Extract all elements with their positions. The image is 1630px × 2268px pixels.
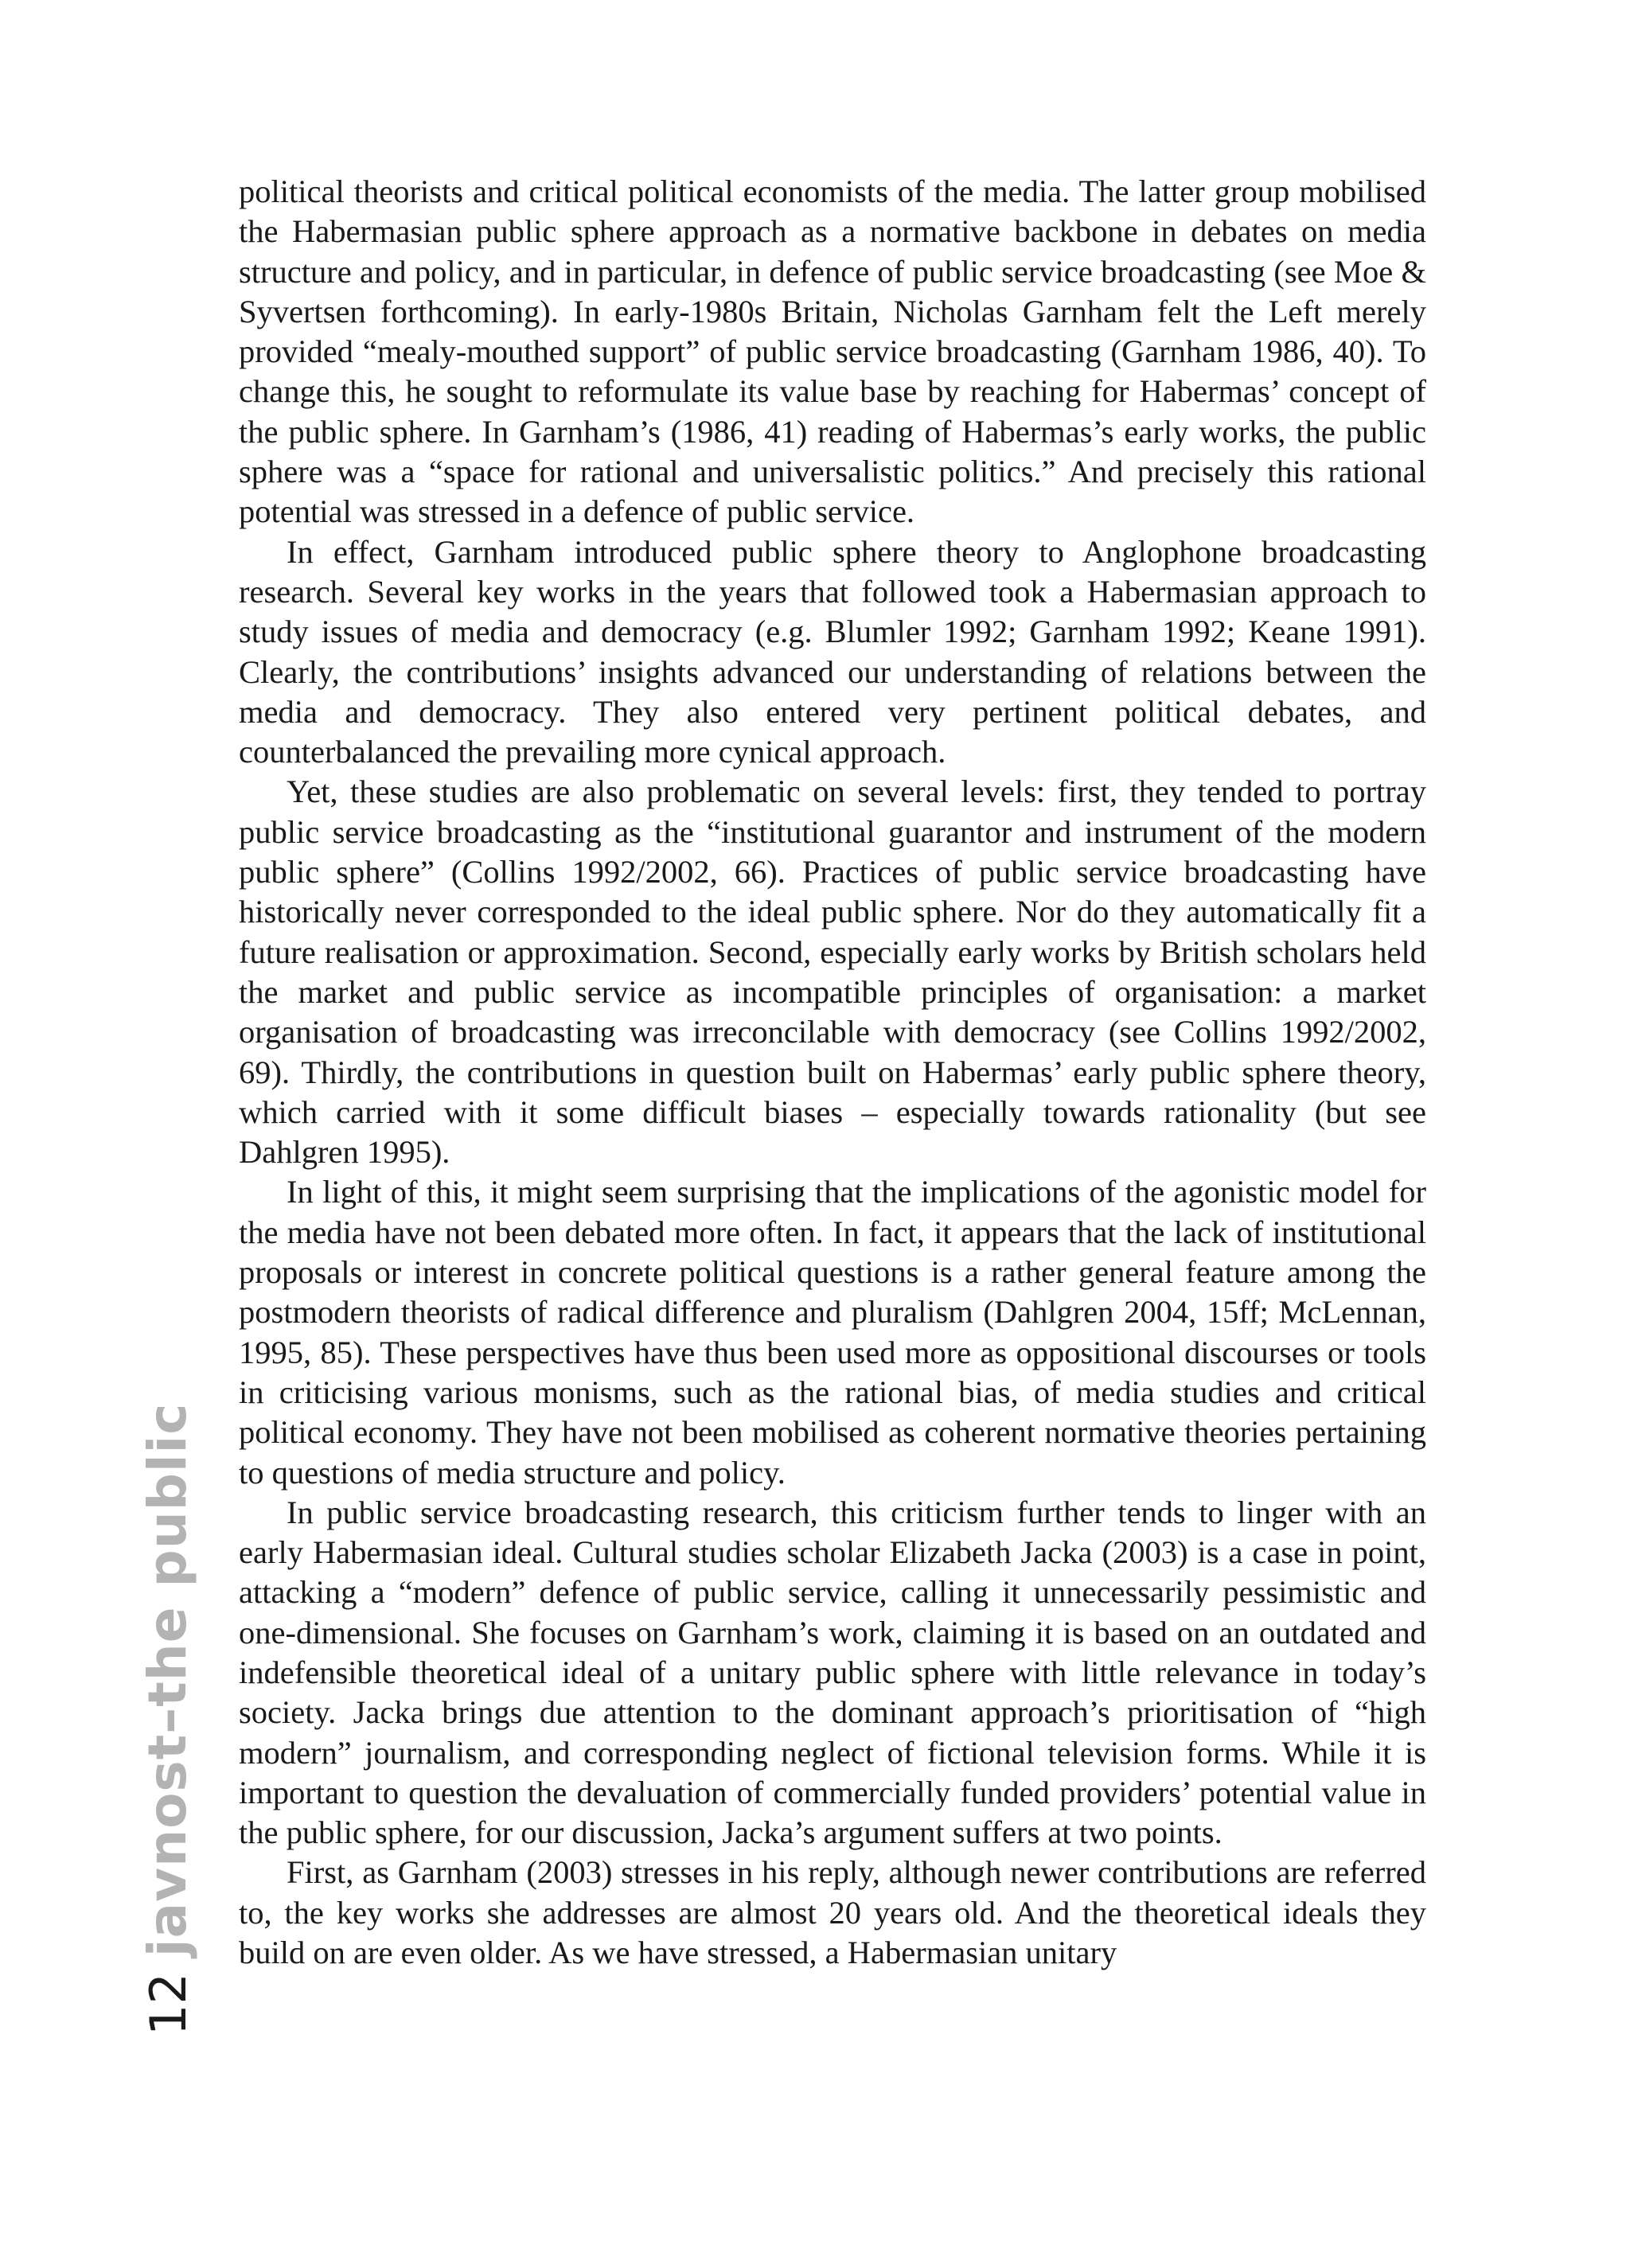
paragraph-continuation: political theorists and critical political economists of the media. The latter group mobilised the Habermasian public sphere approach as a normative backbone in debates on media structure and policy, and in particular, in defence of public service broadcasting (see Moe & Syvertsen forthcoming). In early-1980s Britain, Nicholas Garnham felt the Left merely provided “mealy-mouthed support” of public service broadcasting (Garnham 1986, 40). To change this, he sought to reformulate its value base by reaching for Habermas’ concept of the public sphere. In Garnham’s (1986, 41) reading of Habermas’s early works, the public sphere was a “space for rational and universalistic politics.” And precisely this rational potential was stressed in a defence of public service. xyxy=(239,173,1426,530)
article-body xyxy=(239,172,1426,1973)
running-head xyxy=(137,1402,198,2036)
paragraph-garnham-reply: First, as Garnham (2003) stresses in his reply, although newer contributions are referred to, the key works she addresses are almost 20 years old. And the theoretical ideals they build on are even older. As we have stressed, a Habermasian unitary xyxy=(239,1854,1426,1971)
paragraph-problematic-levels: Yet, these studies are also problematic on several levels: first, they tended to portray public service broadcasting as the “institutional guarantor and instrument of the modern public sphere” (Collins 1992/2002, 66). Practices of public service broadcasting have historically never corresponded to the ideal public sphere. Nor do they automatically fit a future realisation or approximation. Second, especially early works by British scholars held the market and public service as incompatible principles of organisation: a market organisation of broadcasting was irreconcilable with democracy (see Collins 1992/2002, 69). Thirdly, the contributions in question built on Habermas’ early public sphere theory, which carried with it some difficult biases – especially towards rationality (but see Dahlgren 1995). xyxy=(239,774,1426,1171)
journal-name: javnost–the public xyxy=(137,1402,198,1958)
paragraph-garnham-introduction: In effect, Garnham introduced public sphere theory to Anglophone broadcasting research. Several key works in the years that followed took a Habermasian approach to study issues of media and democracy (e.g. Blumler 1992; Garnham 1992; Keane 1991). Clearly, the contributions’ insights advanced our understanding of relations between the media and democracy. They also entered very pertinent political debates, and counterbalanced the prevailing more cynical approach. xyxy=(239,533,1426,770)
paragraph-agonistic-model: In light of this, it might seem surprising that the implications of the agonistic model for the media have not been debated more often. In fact, it appears that the lack of institutional proposals or interest in concrete political questions is a rather general feature among the postmodern theorists of radical difference and pluralism (Dahlgren 2004, 15ff; McLennan, 1995, 85). These perspectives have thus been used more as oppositional discourses or tools in criticising various monisms, such as the rational bias, of media studies and critical political economy. They have not been mobilised as coherent normative theories pertaining to questions of media structure and policy. xyxy=(239,1174,1426,1491)
paragraph-jacka-criticism: In public service broadcasting research, this criticism further tends to linger with an early Habermasian ideal. Cultural studies scholar Elizabeth Jacka (2003) is a case in point, attacking a “modern” defence of public service, calling it unnecessarily pessimistic and one-dimensional. She focuses on Garnham’s work, claiming it is based on an outdated and indefensible theoretical ideal of a unitary public sphere with little relevance in today’s society. Jacka brings due attention to the dominant approach’s prioritisation of “high modern” journalism, and corresponding neglect of fictional television forms. While it is important to question the devaluation of commercially funded providers’ potential value in the public sphere, for our discussion, Jacka’s argument suffers at two points. xyxy=(239,1494,1426,1851)
page-number: 12 xyxy=(139,1973,197,2036)
